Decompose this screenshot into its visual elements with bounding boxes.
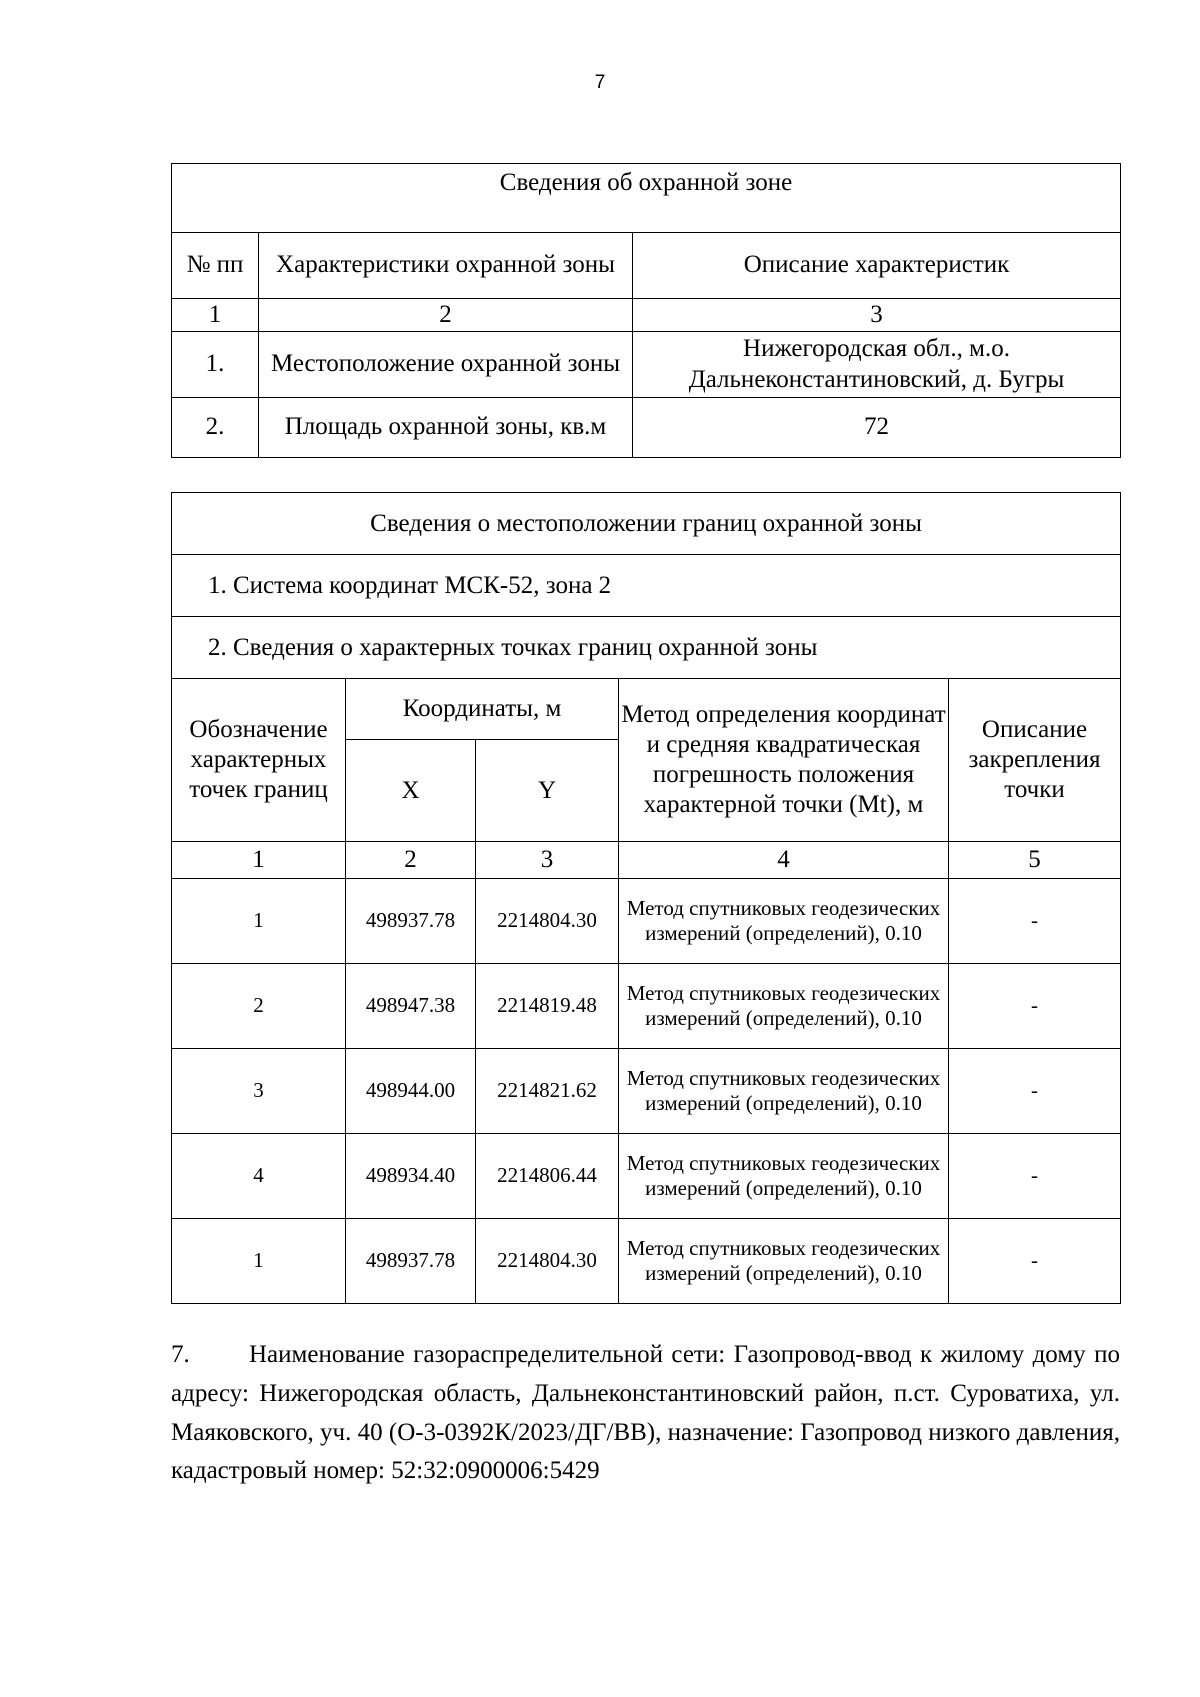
table-row	[172, 1219, 1121, 1304]
zone-table-title: Сведения об охранной зоне	[172, 164, 1121, 233]
header-coordinates: Координаты, м	[346, 679, 619, 740]
point-fixing: -	[949, 879, 1121, 964]
point-method: Метод спутниковых геодезических измерений (определений), 0.10	[619, 1049, 949, 1134]
col-number: 2	[346, 842, 476, 879]
point-id: 3	[172, 1049, 346, 1134]
point-method: Метод спутниковых геодезических измерений (определений), 0.10	[619, 964, 949, 1049]
point-id: 1	[172, 1219, 346, 1304]
table-row	[172, 1049, 1121, 1134]
point-fixing: -	[949, 1219, 1121, 1304]
point-y: 2214804.30	[476, 1219, 619, 1304]
header-fixing: Описание закрепления точки	[949, 679, 1121, 842]
coordinate-system-line: 1. Система координат МСК-52, зона 2	[172, 555, 1121, 617]
point-y: 2214821.62	[476, 1049, 619, 1134]
points-info-line: 2. Сведения о характерных точках границ охранной зоны	[172, 617, 1121, 679]
col-number: 2	[259, 299, 633, 332]
header-description: Описание характеристик	[633, 233, 1121, 299]
row-characteristic: Площадь охранной зоны, кв.м	[259, 398, 633, 458]
bounds-table-title: Сведения о местоположении границ охранной зоны	[172, 493, 1121, 555]
point-y: 2214804.30	[476, 879, 619, 964]
point-id: 4	[172, 1134, 346, 1219]
table-row	[172, 332, 1121, 398]
row-characteristic: Местоположение охранной зоны	[259, 332, 633, 398]
zone-info-table	[171, 163, 1121, 458]
table-row	[172, 879, 1121, 964]
table-row	[172, 1134, 1121, 1219]
point-x: 498934.40	[346, 1134, 476, 1219]
point-id: 2	[172, 964, 346, 1049]
point-y: 2214806.44	[476, 1134, 619, 1219]
header-designation: Обозначение характерных точек границ	[172, 679, 346, 842]
point-id: 1	[172, 879, 346, 964]
point-method: Метод спутниковых геодезических измерений (определений), 0.10	[619, 879, 949, 964]
point-x: 498937.78	[346, 879, 476, 964]
col-number: 3	[633, 299, 1121, 332]
point-fixing: -	[949, 964, 1121, 1049]
header-x: X	[346, 740, 476, 842]
point-x: 498937.78	[346, 1219, 476, 1304]
col-number: 3	[476, 842, 619, 879]
col-number: 1	[172, 842, 346, 879]
point-method: Метод спутниковых геодезических измерений (определений), 0.10	[619, 1134, 949, 1219]
header-number: № пп	[172, 233, 259, 299]
point-fixing: -	[949, 1134, 1121, 1219]
point-x: 498947.38	[346, 964, 476, 1049]
row-description: Нижегородская обл., м.о. Дальнеконстантиновский, д. Бугры	[633, 332, 1121, 398]
col-number: 4	[619, 842, 949, 879]
table-row	[172, 964, 1121, 1049]
page-number: 7	[594, 72, 606, 93]
col-number: 5	[949, 842, 1121, 879]
point-method: Метод спутниковых геодезических измерений (определений), 0.10	[619, 1219, 949, 1304]
paragraph-number: 7.	[171, 1341, 190, 1368]
point-x: 498944.00	[346, 1049, 476, 1134]
row-description: 72	[633, 398, 1121, 458]
col-number: 1	[172, 299, 259, 332]
row-number: 2.	[172, 398, 259, 458]
paragraph-text: Наименование газораспределительной сети: Газопровод-ввод к жилому дому по адресу: Нижегородская область, Дальнеконстантиновский район, п.ст. Суроватиха, ул. Маяковского, уч. 40 (О-3-0392К/2023/ДГ/ВВ), назначение: Газопровод низкого давления, кадастровый номер: 52:32:0900006:5429	[171, 1341, 1120, 1485]
header-characteristic: Характеристики охранной зоны	[259, 233, 633, 299]
boundary-info-table	[171, 492, 1121, 1304]
header-y: Y	[476, 740, 619, 842]
table-row	[172, 398, 1121, 458]
point-fixing: -	[949, 1049, 1121, 1134]
point-y: 2214819.48	[476, 964, 619, 1049]
network-description-paragraph	[171, 1336, 1120, 1491]
row-number: 1.	[172, 332, 259, 398]
header-method: Метод определения координат и средняя квадратическая погрешность положения характерной точки (Mt), м	[619, 679, 949, 842]
